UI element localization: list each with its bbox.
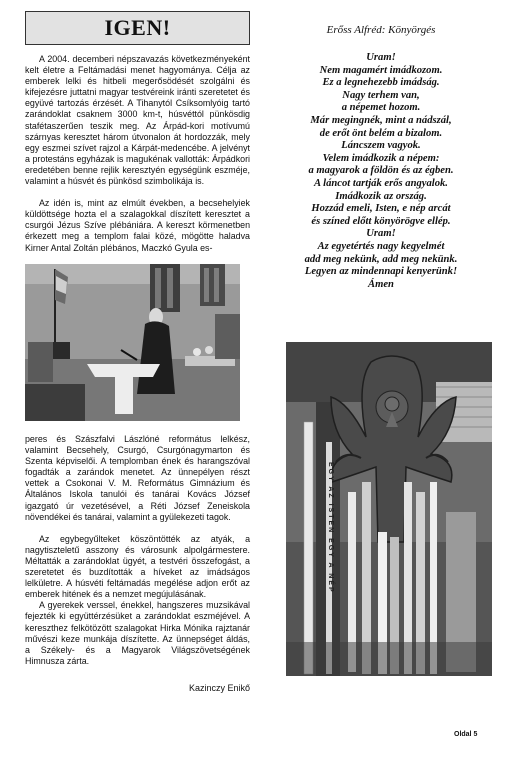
article-paragraph-1: A 2004. decemberi népszavazás következményeként kelt életre a Feltámadási menet hagyománya. Célja az emberek lelki és hitbeli megerősödését szolgálni és kifejezésre juttatni magyar testvéreink iránti szeretetet és együvé tartozás érzését. A Tihanytól Csíksomlyóig tartó zarándoklat csaknem 3000 km-t, húsvéttól pünkösdig stafétaszerűen teszik meg. Az Árpád-kori motívumú szárnyas keresztet három útvonalon át hordozzák, mely egy eszmei szívet rajzol a Kárpát-medencébe. A jelvényt a protestáns egyházak is magukénak vallották: Árpádkori eredetében benne rejlik keresztyén egységünk eszméje, valamint a húsvét és pünkösd szimbolikája is. xyxy=(25,54,250,187)
headline: IGEN! xyxy=(104,15,171,40)
poem-line: a magyarok a földön és az égben. xyxy=(308,165,454,177)
poem-line: Láncszem vagyok. xyxy=(341,140,421,152)
poem-line: de erőt önt belém a bizalom. xyxy=(319,127,443,139)
poem-line: Már megingnék, mint a nádszál, xyxy=(310,114,452,126)
page-number: Oldal 5 xyxy=(454,731,478,738)
headline-box xyxy=(25,11,250,45)
poem-title: Erőss Alfréd: Könyörgés xyxy=(326,24,436,36)
poem-line: Ámen xyxy=(368,278,394,290)
poem-line: Velem imádkozik a népem: xyxy=(322,152,440,164)
poem-line: és színed előtt könyörögve ellép. xyxy=(311,215,451,227)
poem-line: Nagy terhem van, xyxy=(342,89,420,101)
poem-line: a népemet hozom. xyxy=(341,102,421,114)
poem-body xyxy=(276,52,486,291)
article-paragraph-3: peres és Szászfalvi Lászlóné református lelkész, valamint Becsehely, Csurgó, Csurgónagymarton és Szenta képviselői. A templomban ének és harangszóval fogadták a zarándok menetet. Az ünnepélyen részt vettek a Csokonai V. M. Református Gimnázium és Általános Iskola tanulói és tanárai Kovács József igazgató úr vezetésével, a Réti József Zeneiskola növendékei és tanárai, valamint a gyülekezeti tagok. xyxy=(25,434,250,522)
article-paragraph-2: Az idén is, mint az elmúlt években, a becsehelyiek küldöttsége hozta el a szalagokkal díszített keresztet a csurgói Jézus Szíve plébániára. A kereszt körmenetben érkezett meg a templom falai közé, mögötte haladva Kirner Antal Zoltán plébános, Maczkó Gyula es- xyxy=(25,198,250,253)
article-paragraph-4: Az egybegyűlteket köszöntötték az atyák, a nagytiszteletű asszony és városunk alpolgármestere. Méltatták a zarándoklat ügyét, a testvéri összefogást, a szeretetet és buzdították a híveket az imádságos lelkületre. A húsvéti feltámadás megélése adjon erőt az emberek hitének és a nemzet megújulásának. xyxy=(25,533,250,600)
poem-line: Legyen az mindennapi kenyerünk! xyxy=(304,266,458,278)
poem-line: Ez a legnehezebb imádság. xyxy=(322,77,440,89)
poem-line: Imádkozik az ország. xyxy=(335,190,427,202)
winged-cross-photo xyxy=(286,342,492,676)
poem-line: A láncot tartják erős angyalok. xyxy=(314,177,448,189)
poem-line: Uram! xyxy=(366,52,396,63)
article-continued xyxy=(25,434,250,667)
poem-line: Nem magamért imádkozom. xyxy=(319,64,443,76)
poem-line: Az egyetértés nagy kegyelmét xyxy=(317,240,445,252)
poem-line: add meg nekünk, add meg nekünk. xyxy=(304,253,458,265)
poem-line: Uram! xyxy=(366,228,396,240)
poem-line: Hozzád emeli, Isten, e nép arcát xyxy=(311,203,451,215)
article-intro xyxy=(25,54,250,254)
church-ceremony-photo xyxy=(25,264,240,421)
ribbon-inscription: EGY AZ ISTEN EGY A NÉP xyxy=(327,462,334,594)
article-paragraph-5: A gyerekek verssel, énekkel, hangszeres muzsikával fejezték ki együttérzésüket a zarándoklat eszméjével. A kereszthez felkötözött szalagokat Hirka Mónika rajztanár művészi keze munkája díszítette. Az ünnepséget áldás, a Székely- és a Magyarok Világszövetségének Himnusza zárta. xyxy=(25,600,250,666)
article-author: Kazinczy Enikő xyxy=(188,683,250,693)
